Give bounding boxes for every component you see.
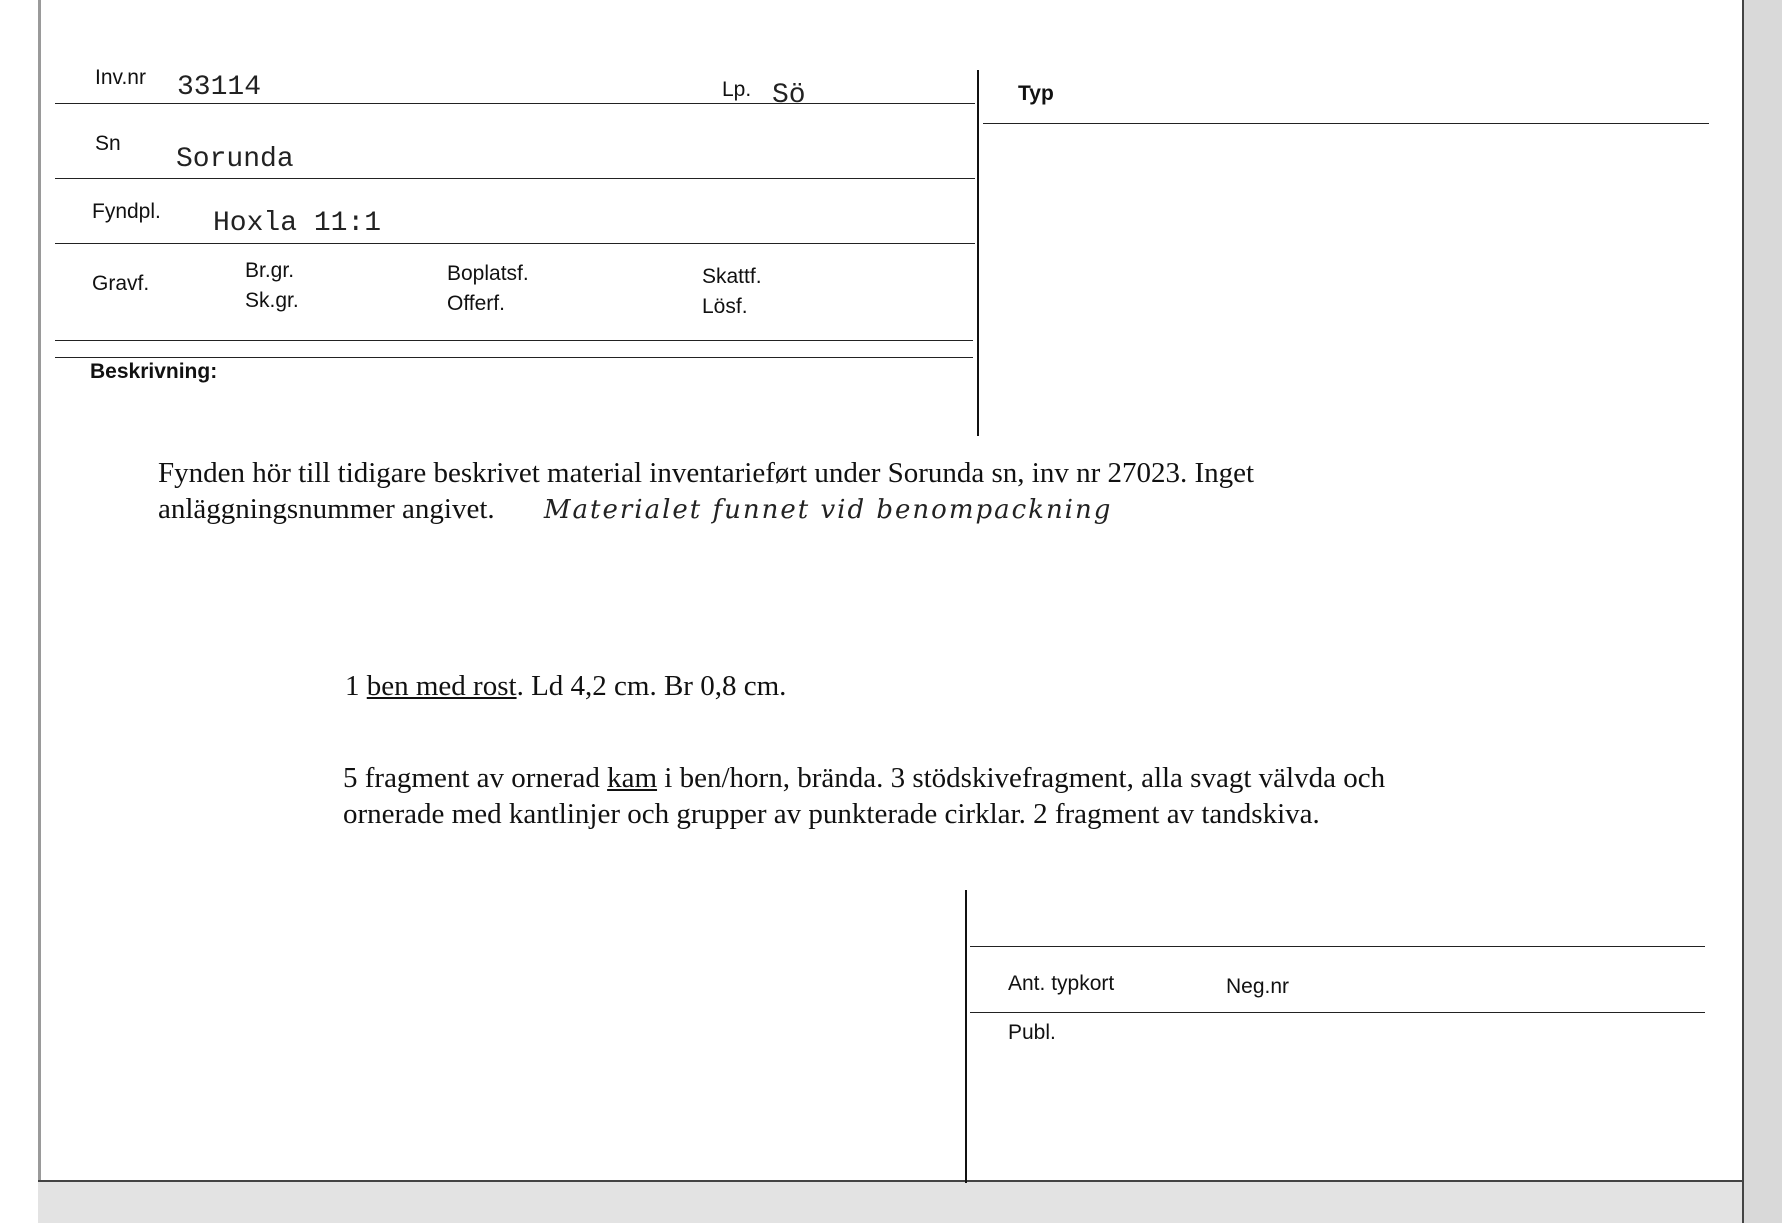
item-2-pre: 5 fragment av ornerad — [343, 762, 608, 794]
ant-typkort-label: Ant. typkort — [1008, 972, 1115, 995]
lp-value: Sö — [772, 80, 806, 111]
item-1 — [345, 668, 1245, 704]
gravf-label: Gravf. — [92, 272, 150, 295]
rule-description — [55, 357, 973, 358]
rule-footer-mid — [970, 1012, 1705, 1013]
skattf-label: Skattf. — [702, 265, 762, 288]
publ-label: Publ. — [1008, 1021, 1056, 1044]
losf-label: Lösf. — [702, 295, 748, 318]
skgr-label: Sk.gr. — [245, 289, 299, 312]
inv-nr-value: 33114 — [177, 72, 262, 103]
description-line-2-text: anläggningsnummer angivet. — [158, 493, 495, 525]
rule-invnr — [55, 103, 975, 104]
item-2 — [343, 760, 1703, 832]
inv-nr-label: Inv.nr — [95, 66, 146, 89]
item-2-rest: i ben/horn, brända. 3 stödskivefragment, alla svagt välvda och — [657, 762, 1386, 794]
divider-footer — [965, 890, 967, 1183]
rule-sn — [55, 178, 975, 179]
item-2-line-2: ornerade med kantlinjer och grupper av punkterade cirklar. 2 fragment av tandskiva. — [343, 798, 1320, 830]
sn-value: Sorunda — [176, 144, 294, 175]
rule-categories — [55, 340, 973, 341]
scan-edge-right — [1742, 0, 1782, 1223]
item-2-underlined: kam — [607, 762, 658, 794]
rule-typ — [983, 123, 1709, 124]
neg-nr-label: Neg.nr — [1226, 975, 1290, 998]
rule-footer-top — [970, 946, 1705, 947]
typ-label: Typ — [1018, 82, 1054, 105]
description-text — [158, 455, 1638, 528]
item-1-count: 1 — [345, 670, 360, 702]
item-2-line-1 — [343, 760, 1703, 796]
item-1-underlined: ben med rost — [366, 670, 517, 702]
boplatsf-label: Boplatsf. — [447, 262, 529, 285]
item-1-rest: . Ld 4,2 cm. Br 0,8 cm. — [516, 670, 787, 702]
beskrivning-label: Beskrivning: — [90, 360, 218, 383]
fyndpl-label: Fyndpl. — [92, 200, 161, 223]
divider-typ — [977, 70, 979, 436]
scan-edge-left — [38, 0, 41, 1185]
rule-fyndpl — [55, 243, 975, 244]
handwritten-note: Materialet funnet vid benompackning — [543, 495, 1113, 525]
offerf-label: Offerf. — [447, 292, 505, 315]
scan-edge-bottom — [38, 1180, 1742, 1223]
description-line-1: Fynden hör till tidigare beskrivet material inventarieført under Sorunda sn, inv nr 27023. Inget — [158, 457, 1255, 489]
description-line-2 — [158, 491, 1638, 528]
fyndpl-value: Hoxla 11:1 — [213, 208, 382, 239]
lp-label: Lp. — [722, 78, 752, 101]
brgr-label: Br.gr. — [245, 259, 295, 282]
sn-label: Sn — [95, 132, 121, 155]
